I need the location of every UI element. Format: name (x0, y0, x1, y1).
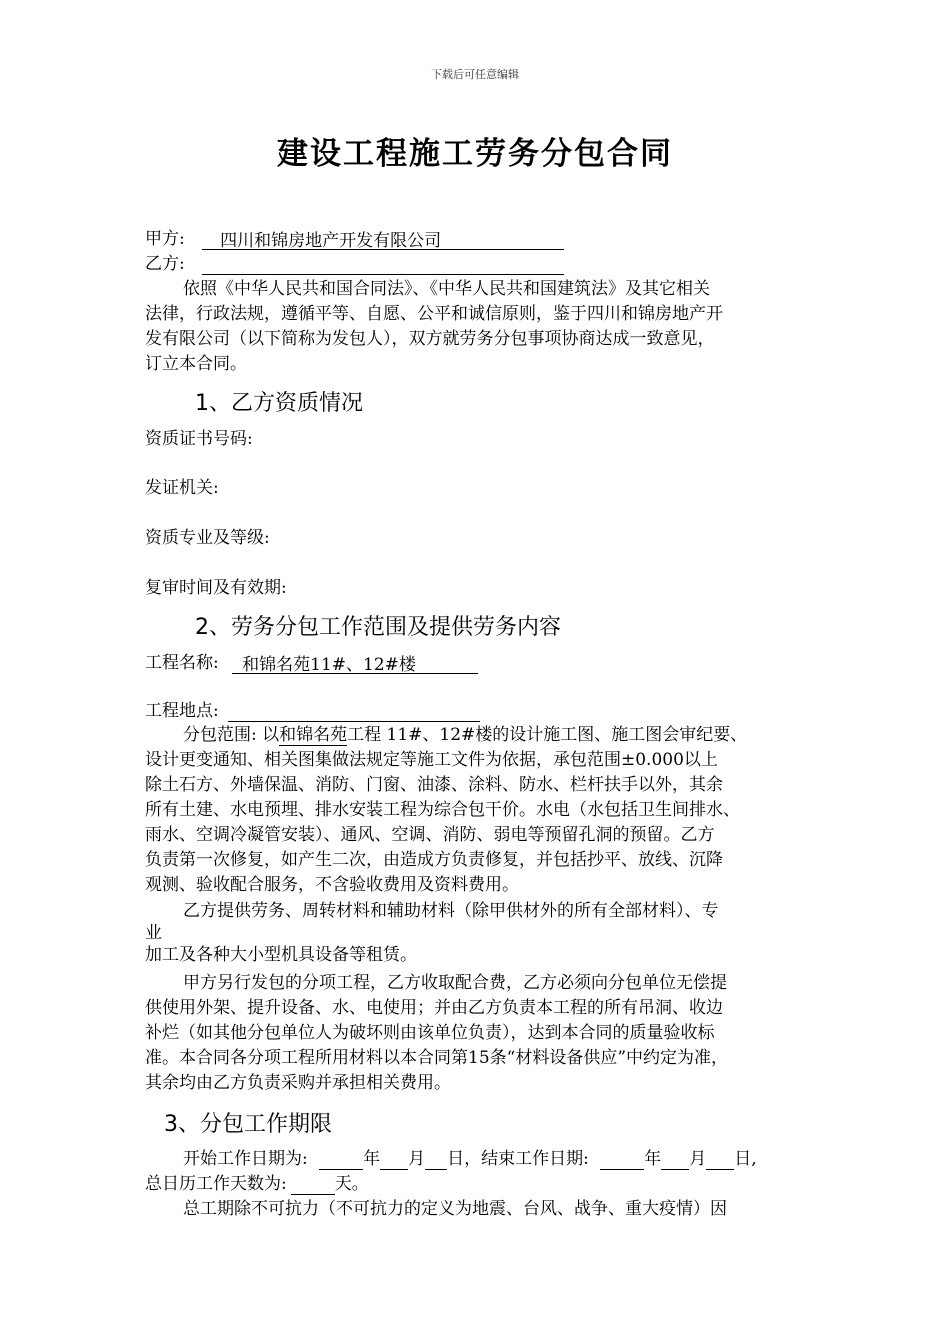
intro-line-1: 依照《中华人民共和国合同法》、《中华人民共和国建筑法》及其它相关 (183, 279, 710, 299)
start-month-blank (380, 1149, 408, 1170)
start-year-unit: 年 (363, 1149, 381, 1169)
project-name-value: 和锦名苑11#、12#楼 (232, 654, 478, 674)
party-a-label: 甲方: (145, 229, 185, 249)
intro-line-3: 发有限公司（以下简称为发包人），双方就劳务分包事项协商达成一致意见， (145, 329, 715, 349)
project-name-row (145, 652, 478, 674)
start-day-unit: 日， (447, 1149, 482, 1169)
party-b-row (145, 253, 564, 275)
section-1-heading: 1、乙方资质情况 (195, 391, 363, 416)
total-days-row (145, 1173, 369, 1195)
other-line-5: 其余均由乙方负责采购并承担相关费用。 (145, 1073, 451, 1093)
end-date-label: 结束工作日期: (481, 1149, 589, 1169)
scope-line-3: 除土石方、外墙保温、消防、门窗、油漆、涂料、防水、栏杆扶手以外，其余 (145, 775, 723, 795)
intro-line-4: 订立本合同。 (145, 354, 247, 374)
force-majeure-line: 总工期除不可抗力（不可抗力的定义为地震、台风、战争、重大疫情）因 (183, 1199, 727, 1219)
document-title: 建设工程施工劳务分包合同 (277, 136, 673, 172)
scope-line-5: 雨水、空调冷凝管安装）、通风、空调、消防、弱电等预留孔洞的预留。乙方 (145, 825, 715, 845)
scope-line-1 (183, 724, 747, 746)
project-name-label: 工程名称: (145, 653, 219, 673)
party-a-value: 四川和锦房地产开发有限公司 (202, 230, 564, 250)
project-site-blank (228, 701, 480, 722)
start-month-unit: 月 (408, 1149, 426, 1169)
scope-line-2: 设计更变通知、相关图集做法规定等施工文件为依据，承包范围±0.000以上 (145, 750, 718, 770)
other-line-1: 甲方另行发包的分项工程，乙方收取配合费，乙方必须向分包单位无偿提 (183, 973, 727, 993)
end-month-blank (661, 1149, 689, 1170)
section-3-heading: 3、分包工作期限 (164, 1112, 332, 1137)
qualification-cert-label: 资质证书号码: (145, 429, 253, 449)
end-year-blank (600, 1149, 644, 1170)
intro-line-2: 法律，行政法规，遵循平等、自愿、公平和诚信原则，鉴于四川和锦房地产开 (145, 304, 723, 324)
period-dates-row (183, 1148, 757, 1170)
scope-project-underlined: 和锦名苑 (279, 725, 348, 745)
party-a-row (145, 228, 564, 250)
supply-line-1: 乙方提供劳务、周转材料和辅助材料（除甲供材外的所有全部材料）、专 (183, 901, 719, 921)
issuing-authority-label: 发证机关: (145, 478, 219, 498)
end-day-unit: 日, (734, 1149, 757, 1169)
total-days-blank (291, 1174, 335, 1195)
scope-prefix: 分包范围: 以 (183, 725, 280, 745)
end-day-blank (706, 1149, 734, 1170)
total-days-label: 总日历工作天数为: (145, 1174, 287, 1194)
start-date-label: 开始工作日期为: (183, 1149, 308, 1169)
project-site-row (145, 700, 480, 722)
review-validity-label: 复审时间及有效期: (145, 578, 287, 598)
start-year-blank (319, 1149, 363, 1170)
supply-line-2: 业 (145, 923, 162, 943)
project-site-label: 工程地点: (145, 701, 219, 721)
supply-line-3: 加工及各种大小型机具设备等租赁。 (145, 945, 417, 965)
other-line-2: 供使用外架、提升设备、水、电使用；并由乙方负责本工程的所有吊洞、收边 (145, 998, 723, 1018)
party-b-label: 乙方: (145, 254, 185, 274)
other-line-4: 准。本合同各分项工程所用材料以本合同第15条“材料设备供应”中约定为准， (145, 1048, 729, 1068)
total-days-unit: 天。 (334, 1174, 369, 1194)
scope-line-7: 观测、验收配合服务，不含验收费用及资料费用。 (145, 875, 519, 895)
end-month-unit: 月 (689, 1149, 707, 1169)
scope-suffix: 工程 11#、12#楼的设计施工图、施工图会审纪要、 (347, 725, 748, 745)
start-day-blank (425, 1149, 447, 1170)
page-header-note: 下载后可任意编辑 (431, 68, 519, 81)
other-line-3: 补烂（如其他分包单位人为破坏则由该单位负责），达到本合同的质量验收标 (145, 1023, 715, 1043)
qualification-grade-label: 资质专业及等级: (145, 528, 270, 548)
section-2-heading: 2、劳务分包工作范围及提供劳务内容 (195, 615, 561, 640)
scope-line-6: 负责第一次修复，如产生二次，由造成方负责修复，并包括抄平、放线、沉降 (145, 850, 723, 870)
scope-line-4: 所有土建、水电预埋、排水安装工程为综合包干价。水电（水包括卫生间排水、 (145, 800, 740, 820)
end-year-unit: 年 (644, 1149, 662, 1169)
party-b-blank (202, 254, 564, 275)
